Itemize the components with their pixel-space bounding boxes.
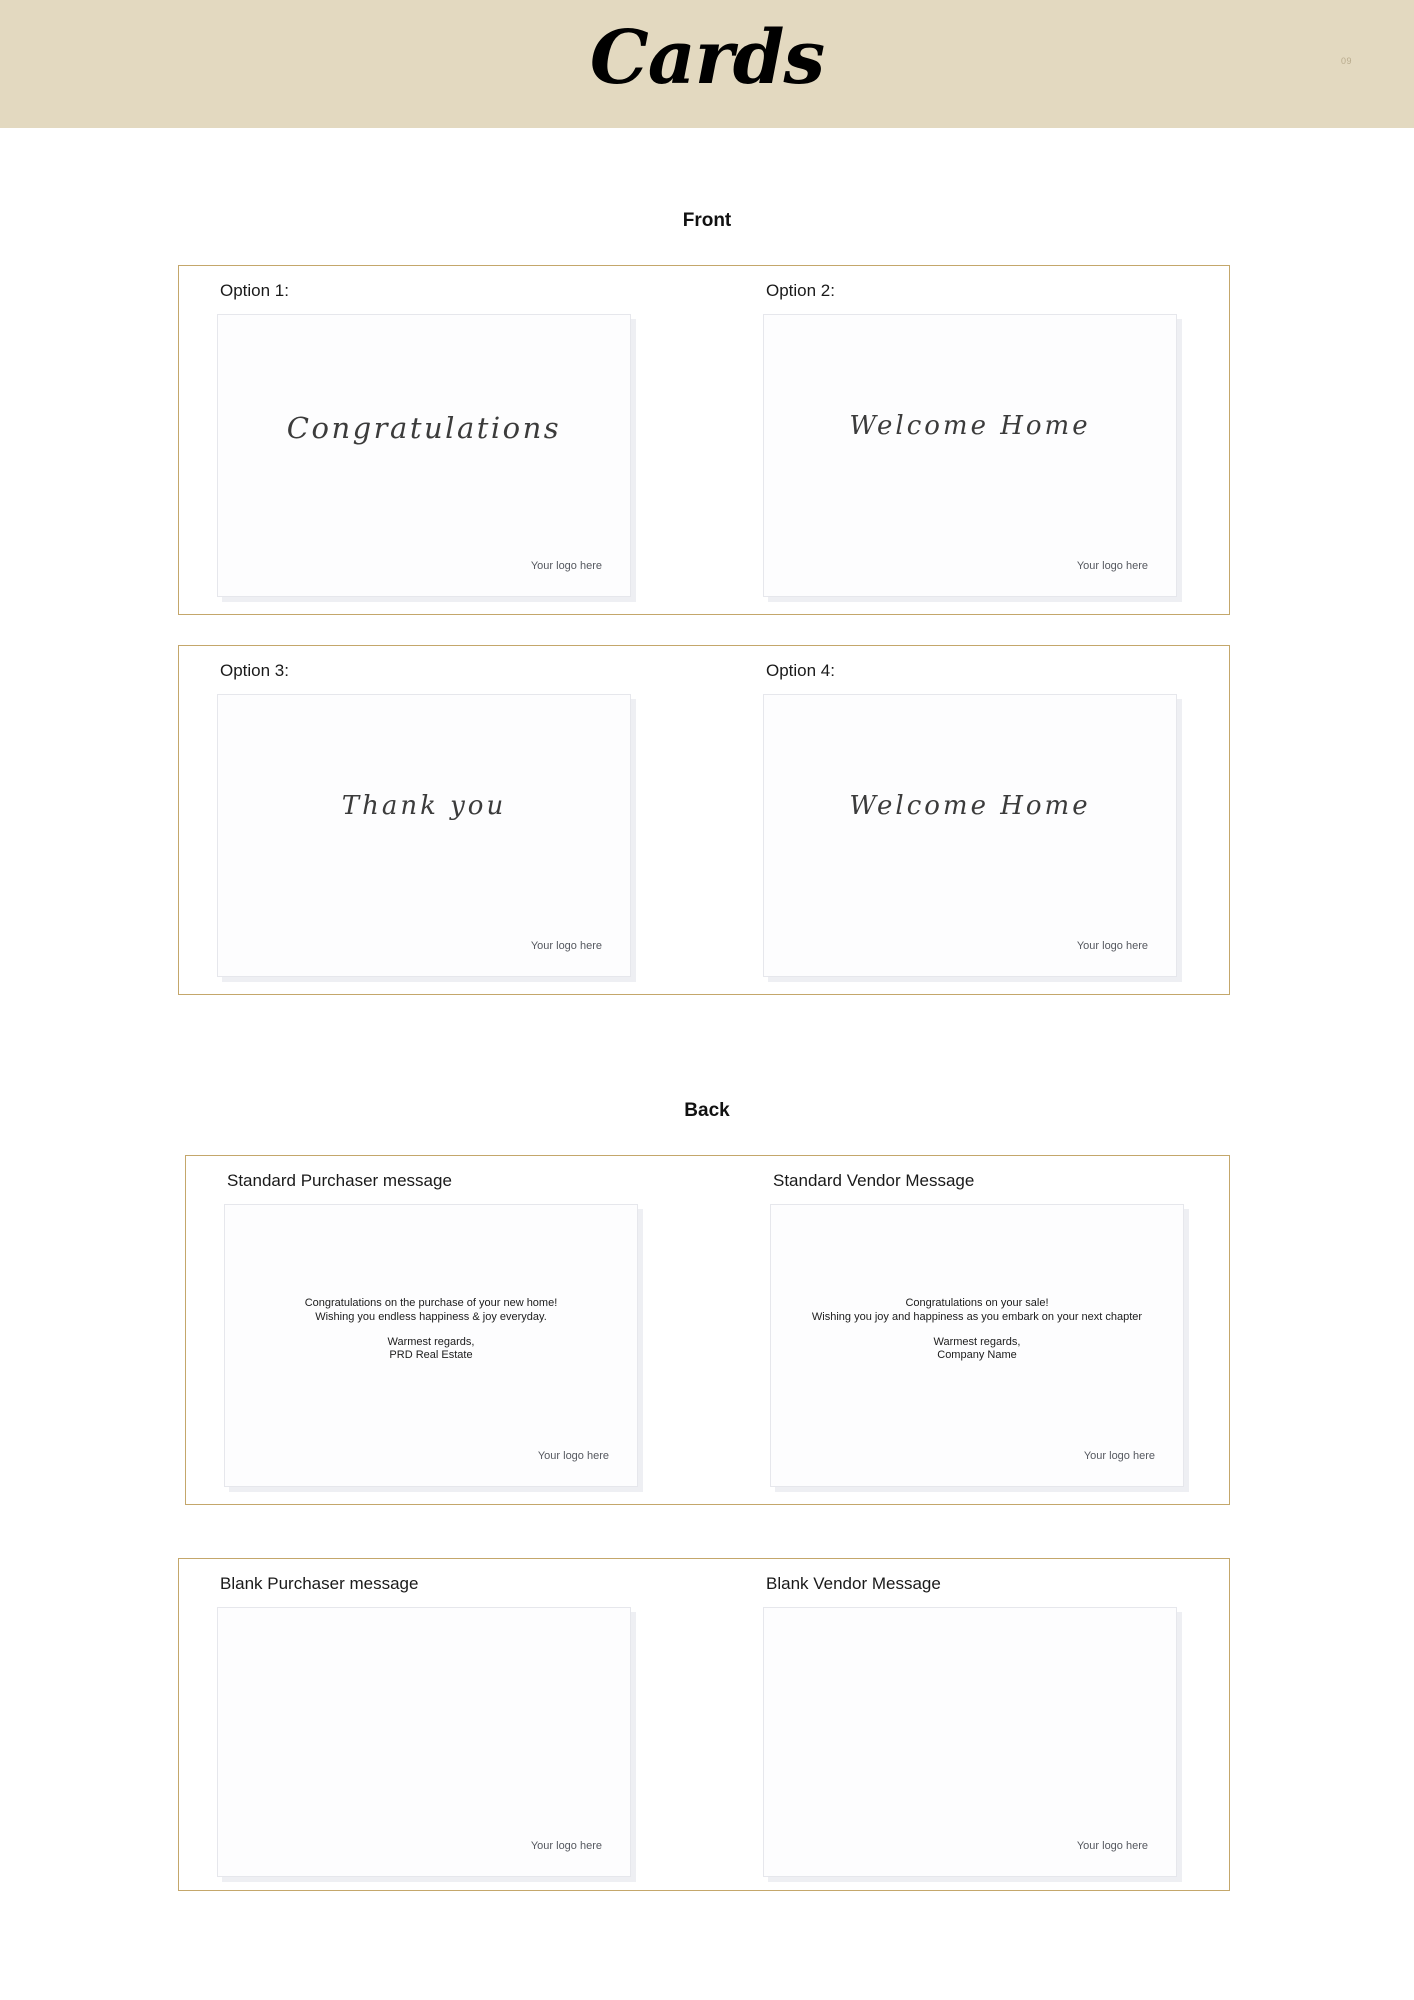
message-line-2: Wishing you endless happiness & joy everyday. <box>315 1310 547 1323</box>
card-label-option-3: Option 3: <box>220 661 289 680</box>
page-title: Cards <box>589 15 825 101</box>
card-label-blank-vendor-message: Blank Vendor Message <box>766 1574 941 1593</box>
signoff-line-1: Warmest regards, <box>387 1335 475 1348</box>
card-group-back-row-1 <box>185 1155 1230 1505</box>
signoff-line-2: Company Name <box>937 1349 1017 1362</box>
card-script-text: Welcome Home <box>849 411 1091 441</box>
card-label-option-4: Option 4: <box>766 661 835 680</box>
logo-placeholder: Your logo here <box>1083 1450 1155 1462</box>
logo-placeholder: Your logo here <box>530 1840 602 1852</box>
card-script-text: Welcome Home <box>849 791 1091 821</box>
card-preview-option-4[interactable] <box>763 694 1177 977</box>
card-preview-blank-purchaser[interactable] <box>217 1607 631 1877</box>
card-group-back-row-2 <box>178 1558 1230 1891</box>
section-heading-back: Back <box>684 1100 730 1121</box>
signoff-line-1: Warmest regards, <box>933 1335 1021 1348</box>
section-heading-front: Front <box>682 210 732 231</box>
card-group-front-row-2 <box>178 645 1230 995</box>
card-label-blank-purchaser-message: Blank Purchaser message <box>220 1574 419 1593</box>
logo-placeholder: Your logo here <box>530 560 602 572</box>
logo-placeholder: Your logo here <box>1076 560 1148 572</box>
page-header-banner <box>0 0 1414 128</box>
message-line-1: Congratulations on your sale! <box>905 1297 1049 1309</box>
card-label-standard-vendor-message: Standard Vendor Message <box>773 1171 975 1190</box>
logo-placeholder: Your logo here <box>530 940 602 952</box>
card-script-text: Thank you <box>341 791 507 821</box>
card-script-text: Congratulations <box>286 411 562 445</box>
card-label-option-1: Option 1: <box>220 281 289 300</box>
logo-placeholder: Your logo here <box>1076 940 1148 952</box>
page-number: 09 <box>1340 56 1352 66</box>
signoff-line-2: PRD Real Estate <box>389 1349 473 1362</box>
card-preview-option-3[interactable] <box>217 694 631 977</box>
card-group-front-row-1 <box>178 265 1230 615</box>
card-preview-option-1[interactable] <box>217 314 631 597</box>
card-label-option-2: Option 2: <box>766 281 835 300</box>
card-preview-option-2[interactable] <box>763 314 1177 597</box>
card-preview-standard-purchaser[interactable] <box>224 1204 638 1487</box>
card-label-standard-purchaser-message: Standard Purchaser message <box>227 1171 452 1190</box>
card-preview-blank-vendor[interactable] <box>763 1607 1177 1877</box>
message-line-1: Congratulations on the purchase of your new home! <box>304 1297 558 1309</box>
logo-placeholder: Your logo here <box>537 1450 609 1462</box>
card-message-block <box>259 1297 603 1363</box>
message-line-2: Wishing you joy and happiness as you embark on your next chapter <box>811 1310 1143 1323</box>
logo-placeholder: Your logo here <box>1076 1840 1148 1852</box>
card-message-block <box>805 1297 1149 1363</box>
card-preview-standard-vendor[interactable] <box>770 1204 1184 1487</box>
